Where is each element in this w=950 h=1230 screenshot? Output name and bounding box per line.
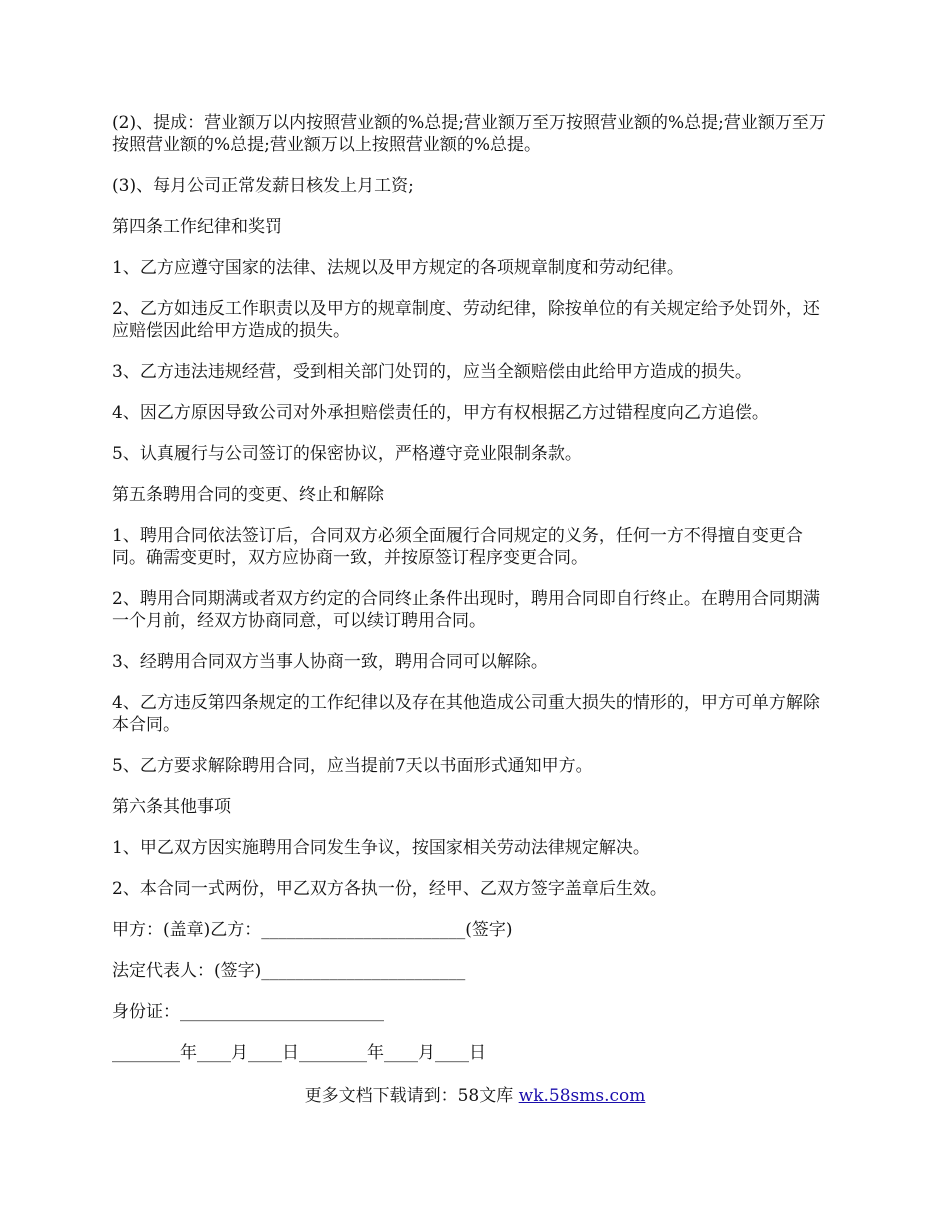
section-heading-article-5: 第五条聘用合同的变更、终止和解除 [112, 485, 384, 505]
paragraph-article-4-item-4: 4、因乙方原因导致公司对外承担赔偿责任的，甲方有权根据乙方过错程度向乙方追偿。 [112, 403, 769, 423]
footer-site-link[interactable]: wk.58sms.com [518, 1086, 646, 1106]
paragraph-article-5-item-5: 5、乙方要求解除聘用合同，应当提前7天以书面形式通知甲方。 [112, 756, 593, 776]
signature-line-id-card: 身份证：________________________ [112, 1002, 384, 1022]
section-heading-article-4: 第四条工作纪律和奖罚 [112, 217, 282, 237]
paragraph-article-4-item-1: 1、乙方应遵守国家的法律、法规以及甲方规定的各项规章制度和劳动纪律。 [112, 258, 684, 278]
footer-prefix-text: 更多文档下载请到：58文库 [304, 1086, 519, 1106]
paragraph-article-5-item-3: 3、经聘用合同双方当事人协商一致，聘用合同可以解除。 [112, 652, 548, 672]
signature-line-parties: 甲方：(盖章)乙方：________________________(签字) [112, 920, 513, 940]
paragraph-article-6-item-2: 2、本合同一式两份，甲乙双方各执一份，经甲、乙双方签字盖章后生效。 [112, 879, 667, 899]
paragraph-article-4-item-5: 5、认真履行与公司签订的保密协议，严格遵守竞业限制条款。 [112, 444, 582, 464]
footer-download-note [0, 1085, 950, 1107]
paragraph-article-5-item-1: 1、聘用合同依法签订后，合同双方必须全面履行合同规定的义务，任何一方不得擅自变更合同。确需变更时，双方应协商一致，并按原签订程序变更合同。 [112, 526, 803, 568]
paragraph-commission: (2)、提成：营业额万以内按照营业额的%总提;营业额万至万按照营业额的%总提;营业额万至万按照营业额的%总提;营业额万以上按照营业额的%总提。 [112, 113, 826, 155]
paragraph-article-4-item-2: 2、乙方如违反工作职责以及甲方的规章制度、劳动纪律，除按单位的有关规定给予处罚外，还应赔偿因此给甲方造成的损失。 [112, 299, 820, 341]
document-body [112, 112, 834, 1083]
paragraph-salary-payday: (3)、每月公司正常发薪日核发上月工资; [112, 176, 414, 196]
section-heading-article-6: 第六条其他事项 [112, 797, 231, 817]
paragraph-article-6-item-1: 1、甲乙双方因实施聘用合同发生争议，按国家相关劳动法律规定解决。 [112, 838, 650, 858]
paragraph-article-5-item-2: 2、聘用合同期满或者双方约定的合同终止条件出现时，聘用合同即自行终止。在聘用合同期满一个月前，经双方协商同意，可以续订聘用合同。 [112, 589, 820, 631]
signature-line-legal-representative: 法定代表人：(签字)________________________ [112, 961, 466, 981]
date-line: ________年____月____日________年____月____日 [112, 1043, 486, 1063]
paragraph-article-4-item-3: 3、乙方违法违规经营，受到相关部门处罚的，应当全额赔偿由此给甲方造成的损失。 [112, 362, 752, 382]
paragraph-article-5-item-4: 4、乙方违反第四条规定的工作纪律以及存在其他造成公司重大损失的情形的，甲方可单方解除本合同。 [112, 693, 820, 735]
